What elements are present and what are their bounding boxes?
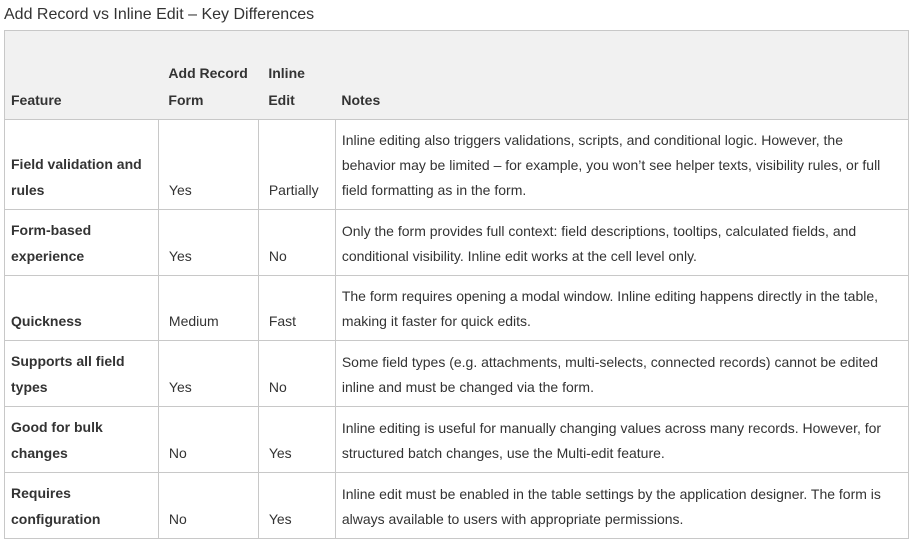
header-inline-edit: Inline Edit: [258, 31, 335, 120]
table-row: [5, 276, 909, 341]
add-record-form-cell: Yes: [158, 120, 258, 210]
feature-cell: Form-based experience: [5, 210, 159, 276]
header-row: [5, 31, 909, 120]
notes-cell: Inline editing also triggers validations, scripts, and conditional logic. However, the behavior may be limited – for example, you won’t see helper texts, visibility rules, or full field formatting as in the form.: [335, 120, 908, 210]
inline-edit-cell: Fast: [258, 276, 335, 341]
table-row: [5, 341, 909, 407]
table-row: [5, 473, 909, 539]
feature-cell: Supports all field types: [5, 341, 159, 407]
header-notes: Notes: [335, 31, 908, 120]
feature-cell: Quickness: [5, 276, 159, 341]
table-row: [5, 210, 909, 276]
inline-edit-cell: No: [258, 341, 335, 407]
add-record-form-cell: Yes: [158, 341, 258, 407]
header-add-record-form: Add Record Form: [158, 31, 258, 120]
notes-cell: Inline edit must be enabled in the table settings by the application designer. The form is always available to users with appropriate permissions.: [335, 473, 908, 539]
table-row: [5, 407, 909, 473]
feature-cell: Field validation and rules: [5, 120, 159, 210]
inline-edit-cell: Yes: [258, 473, 335, 539]
notes-cell: Some field types (e.g. attachments, multi-selects, connected records) cannot be edited inline and must be changed via the form.: [335, 341, 908, 407]
table-body: [5, 120, 909, 539]
add-record-form-cell: Yes: [158, 210, 258, 276]
feature-cell: Requires configuration: [5, 473, 159, 539]
table-caption: Add Record vs Inline Edit – Key Differences: [4, 6, 315, 23]
comparison-table: [4, 30, 909, 539]
inline-edit-cell: Yes: [258, 407, 335, 473]
notes-cell: The form requires opening a modal window. Inline editing happens directly in the table, making it faster for quick edits.: [335, 276, 908, 341]
add-record-form-cell: No: [158, 473, 258, 539]
inline-edit-cell: No: [258, 210, 335, 276]
add-record-form-cell: No: [158, 407, 258, 473]
header-feature: Feature: [5, 31, 159, 120]
table-header: [5, 31, 909, 120]
add-record-form-cell: Medium: [158, 276, 258, 341]
notes-cell: Only the form provides full context: field descriptions, tooltips, calculated fields, and conditional visibility. Inline edit works at the cell level only.: [335, 210, 908, 276]
inline-edit-cell: Partially: [258, 120, 335, 210]
notes-cell: Inline editing is useful for manually changing values across many records. However, for structured batch changes, use the Multi-edit feature.: [335, 407, 908, 473]
feature-cell: Good for bulk changes: [5, 407, 159, 473]
table-row: [5, 120, 909, 210]
